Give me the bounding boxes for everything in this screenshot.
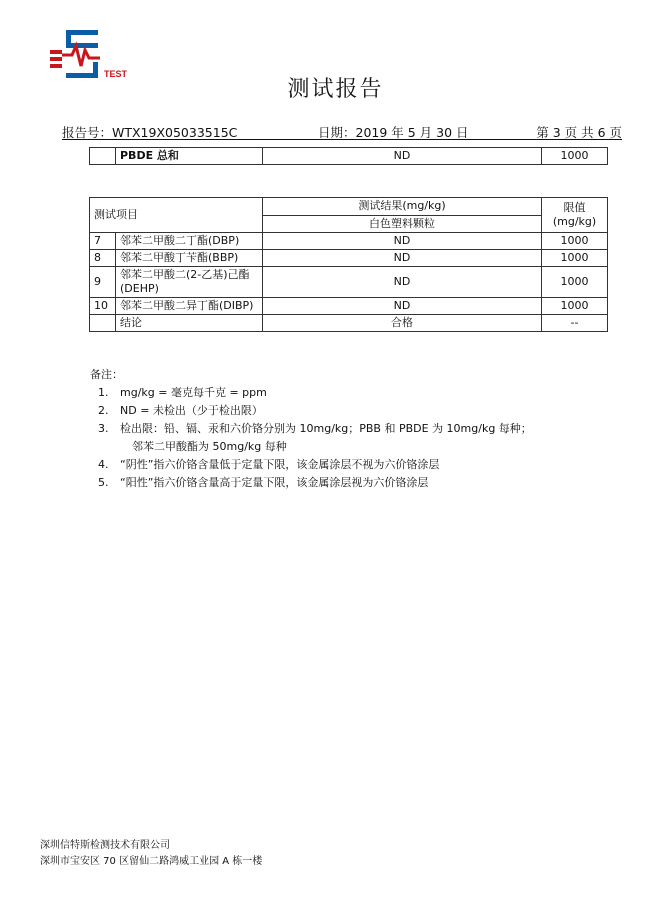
note-item: 1. mg/kg = 毫克每千克 = ppm bbox=[112, 384, 532, 402]
row-number: 7 bbox=[90, 233, 116, 250]
header-limit-label: 限值 bbox=[563, 201, 586, 214]
row-limit: 1000 bbox=[542, 233, 608, 250]
note-item: 2. ND = 未检出（少于检出限） bbox=[112, 402, 532, 420]
header-test-item: 测试项目 bbox=[90, 198, 263, 233]
conclusion-limit: -- bbox=[542, 315, 608, 332]
footer-company: 深圳信特斯检测技术有限公司 bbox=[40, 840, 170, 851]
header-limit bbox=[542, 198, 608, 233]
conclusion-label: 结论 bbox=[116, 315, 263, 332]
notes-list-cont bbox=[90, 456, 532, 492]
note-item: 4. “阴性”指六价铬含量低于定量下限，该金属涂层不视为六价铬涂层 bbox=[112, 456, 532, 474]
report-date: 日期：2019 年 5 月 30 日 bbox=[318, 125, 469, 140]
table-row bbox=[90, 298, 608, 315]
note-item bbox=[112, 420, 532, 438]
header-limit-unit: (mg/kg) bbox=[552, 215, 597, 228]
footer bbox=[40, 838, 262, 870]
row-number bbox=[90, 148, 116, 165]
row-result: ND bbox=[263, 233, 542, 250]
row-number: 8 bbox=[90, 250, 116, 267]
header-sample: 白色塑料颗粒 bbox=[263, 215, 542, 233]
row-item: 邻苯二甲酸二丁酯(DBP) bbox=[116, 233, 263, 250]
notes-list bbox=[90, 384, 532, 438]
row-limit: 1000 bbox=[542, 148, 608, 165]
notes-section bbox=[90, 366, 532, 492]
logo-text: TEST bbox=[104, 69, 128, 79]
row-limit: 1000 bbox=[542, 250, 608, 267]
page-number: 第 3 页 共 6 页 bbox=[536, 125, 622, 140]
note-continuation: 邻苯二甲酸酯为 50mg/kg 每种 bbox=[132, 440, 287, 453]
conclusion-value: 合格 bbox=[263, 315, 542, 332]
page-title: 测试报告 bbox=[287, 77, 384, 102]
footer-address: 深圳市宝安区 70 区留仙二路鸿威工业园 A 栋一楼 bbox=[40, 856, 263, 867]
row-result: ND bbox=[263, 148, 542, 165]
notes-heading: 备注： bbox=[90, 368, 123, 381]
row-limit: 1000 bbox=[542, 298, 608, 315]
row-result: ND bbox=[263, 267, 542, 298]
row-number: 9 bbox=[90, 267, 116, 298]
note-text: 检出限：铅、镉、汞和六价铬分别为 10mg/kg；PBB 和 PBDE 为 10mg/kg 每种； bbox=[120, 422, 532, 435]
row-item: 邻苯二甲酸二(2-乙基)己酯(DEHP) bbox=[116, 267, 263, 298]
conclusion-row bbox=[90, 315, 608, 332]
row-item: 邻苯二甲酸二异丁酯(DIBP) bbox=[116, 298, 263, 315]
note-item: 5. “阳性”指六价铬含量高于定量下限，该金属涂层视为六价铬涂层 bbox=[112, 474, 532, 492]
table-row bbox=[90, 267, 608, 298]
table-row bbox=[90, 233, 608, 250]
results-table bbox=[89, 197, 608, 332]
row-number: 10 bbox=[90, 298, 116, 315]
continuation-table bbox=[89, 147, 608, 165]
row-limit: 1000 bbox=[542, 267, 608, 298]
report-header bbox=[62, 122, 622, 140]
row-number bbox=[90, 315, 116, 332]
table-header-row bbox=[90, 198, 608, 216]
row-result: ND bbox=[263, 298, 542, 315]
report-number: 报告号：WTX19X05033515C bbox=[62, 125, 238, 140]
table-row bbox=[90, 250, 608, 267]
header-test-result: 测试结果(mg/kg) bbox=[263, 198, 542, 216]
row-result: ND bbox=[263, 250, 542, 267]
table-row bbox=[90, 148, 608, 165]
row-item: 邻苯二甲酸丁苄酯(BBP) bbox=[116, 250, 263, 267]
row-item: PBDE 总和 bbox=[116, 148, 263, 165]
